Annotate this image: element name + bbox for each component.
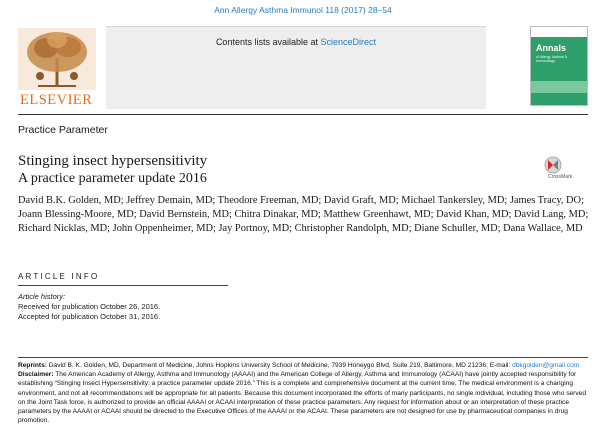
- journal-reference[interactable]: Ann Allergy Asthma Immunol 118 (2017) 28–54: [214, 5, 392, 15]
- author[interactable]: David Graft, MD;: [323, 195, 399, 206]
- author[interactable]: Michael Tankersley, MD;: [401, 195, 508, 206]
- author[interactable]: David Bernstein, MD;: [139, 209, 232, 220]
- journal-header: [18, 26, 588, 112]
- header-divider: [18, 114, 588, 115]
- journal-cover-thumbnail[interactable]: [530, 26, 588, 106]
- received-date: Received for publication October 26, 2016.: [18, 302, 161, 311]
- elsevier-logo: [18, 28, 96, 108]
- author[interactable]: Diane Schuller, MD;: [414, 223, 501, 234]
- article-info-heading: ARTICLE INFO: [18, 272, 100, 281]
- article-title: Stinging insect hypersensitivity: [18, 153, 208, 169]
- contents-banner: [106, 26, 486, 109]
- publisher-name: ELSEVIER: [20, 92, 93, 108]
- article-footnotes: [18, 361, 590, 425]
- contents-prefix: Contents lists available at: [215, 37, 318, 47]
- article-history: [18, 292, 160, 322]
- author-email-link[interactable]: dbkgolden@gmail.com: [512, 362, 580, 369]
- author[interactable]: David Khan, MD;: [436, 209, 512, 220]
- author[interactable]: David B.K. Golden, MD;: [18, 195, 124, 206]
- author[interactable]: Jay Portnoy, MD;: [218, 223, 292, 234]
- crossmark-badge[interactable]: [540, 156, 580, 182]
- contents-line: [106, 37, 486, 47]
- footer-divider: [18, 357, 588, 358]
- disclaimer-text: The American Academy of Allergy, Asthma and Immunology (AAAAI) and the American College of Allergy, Asthma and Immunology (ACAAI) have jointly accepted responsibility for establishing “Stinging Insect Hypersensitivity: a practice parameter update 2016.” This is a complete and comprehensive document at the current time. The medical environment is a changing environment, and not all recommendations will be appropriate for all patients. Because this document incorporated the efforts of many participants, no single individual, including those who served on the Joint Task force, is authorized to provide an official AAAAI or ACAAI interpretation of these practice parameters. Any request for information about or an interpretation of these practice parameters by the AAAAI or ACAAI should be directed to the Executive Offices of the AAAAI or the ACAAI. These parameters are not designed for use by pharmaceutical companies in drug promotion.: [18, 371, 586, 425]
- cover-title: Annals: [536, 43, 567, 53]
- author[interactable]: Matthew Greenhawt, MD;: [323, 209, 434, 220]
- reprints-label: Reprints:: [18, 362, 47, 369]
- author[interactable]: James Tracy, DO;: [509, 195, 584, 206]
- author[interactable]: Theodore Freeman, MD;: [217, 195, 322, 206]
- author[interactable]: Dana Wallace, MD: [503, 223, 583, 234]
- author[interactable]: John Oppenheimer, MD;: [112, 223, 216, 234]
- cover-stripe: [531, 81, 587, 93]
- crossmark-label: CrossMark: [548, 174, 573, 180]
- disclaimer-note: [18, 370, 590, 425]
- sciencedirect-link[interactable]: ScienceDirect: [320, 37, 377, 47]
- elsevier-tree-icon: [18, 28, 96, 90]
- author[interactable]: David Lang, MD;: [514, 209, 589, 220]
- reprints-note: [18, 361, 590, 370]
- author[interactable]: Richard Nicklas, MD;: [18, 223, 111, 234]
- article-subtitle: A practice parameter update 2016: [18, 171, 207, 186]
- crossmark-icon: [540, 156, 566, 174]
- author[interactable]: Jeffrey Demain, MD;: [126, 195, 216, 206]
- history-label: Article history:: [18, 292, 66, 301]
- article-category: Practice Parameter: [18, 124, 108, 136]
- author-list: [18, 194, 593, 236]
- reprints-text: David B. K. Golden, MD, Department of Medicine, Johns Hopkins University School of Medicine, 7939 Honeygo Blvd, Suite 219, Baltimore, MD 21236; E-mail:: [48, 362, 511, 369]
- author[interactable]: Chitra Dinakar, MD;: [234, 209, 321, 220]
- article-info-divider: [18, 285, 228, 286]
- disclaimer-label: Disclaimer:: [18, 371, 54, 379]
- author[interactable]: Joann Blessing-Moore, MD;: [18, 209, 137, 220]
- cover-top-band: [531, 27, 587, 37]
- author[interactable]: Christopher Randolph, MD;: [294, 223, 412, 234]
- accepted-date: Accepted for publication October 31, 2016.: [18, 312, 161, 321]
- cover-subtitle: of Allergy, Asthma & Immunology: [536, 55, 568, 63]
